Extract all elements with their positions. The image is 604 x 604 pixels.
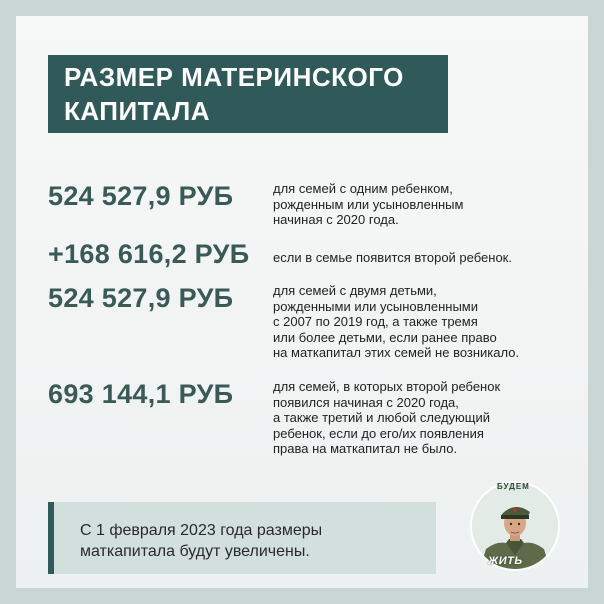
notice-text xyxy=(80,520,322,562)
amount-1: 524 527,9 РУБ xyxy=(48,181,234,211)
description-1 xyxy=(273,181,573,228)
title-line-1: РАЗМЕР МАТЕРИНСКОГО xyxy=(64,62,404,92)
amount-3: 524 527,9 РУБ xyxy=(48,283,234,313)
description-1-line: начиная с 2020 года. xyxy=(273,212,399,227)
description-3-line: рожденными или усыновленными xyxy=(273,298,478,314)
description-3-line: или более детьми, если ранее право xyxy=(273,329,497,345)
description-4-line: а также третий и любой следующий xyxy=(273,410,491,425)
description-3-line: для семей с двумя детьми, xyxy=(273,283,437,298)
description-3-line: на маткапитал этих семей не возникало. xyxy=(273,345,520,360)
description-4-line: появился начиная с 2020 года, xyxy=(273,394,459,410)
amount-2: +168 616,2 РУБ xyxy=(48,239,250,269)
description-4-line: для семей, в которых второй ребенок xyxy=(273,379,501,394)
description-1-line: рожденным или усыновленным xyxy=(273,196,464,212)
notice-line: С 1 февраля 2023 года размеры xyxy=(80,522,323,539)
title-line-2: КАПИТАЛА xyxy=(64,96,211,126)
description-4-line: ребенок, если до его/их появления xyxy=(273,425,484,441)
description-4 xyxy=(273,379,573,457)
badge-top-text: БУДЕМ xyxy=(497,482,530,491)
description-3-line: с 2007 по 2019 год, а также тремя xyxy=(273,314,478,329)
description-2-line: если в семье появится второй ребенок. xyxy=(273,250,512,265)
notice-line: маткапитала будут увеличены. xyxy=(80,543,310,560)
description-2 xyxy=(273,250,573,266)
description-3 xyxy=(273,283,573,361)
notice-banner-accent xyxy=(48,502,54,574)
description-1-line: для семей с одним ребенком, xyxy=(273,181,453,196)
amount-4: 693 144,1 РУБ xyxy=(48,379,234,409)
badge-bottom-text: ЖИТЬ xyxy=(488,555,523,567)
description-4-line: права на маткапитал не было. xyxy=(273,441,458,456)
